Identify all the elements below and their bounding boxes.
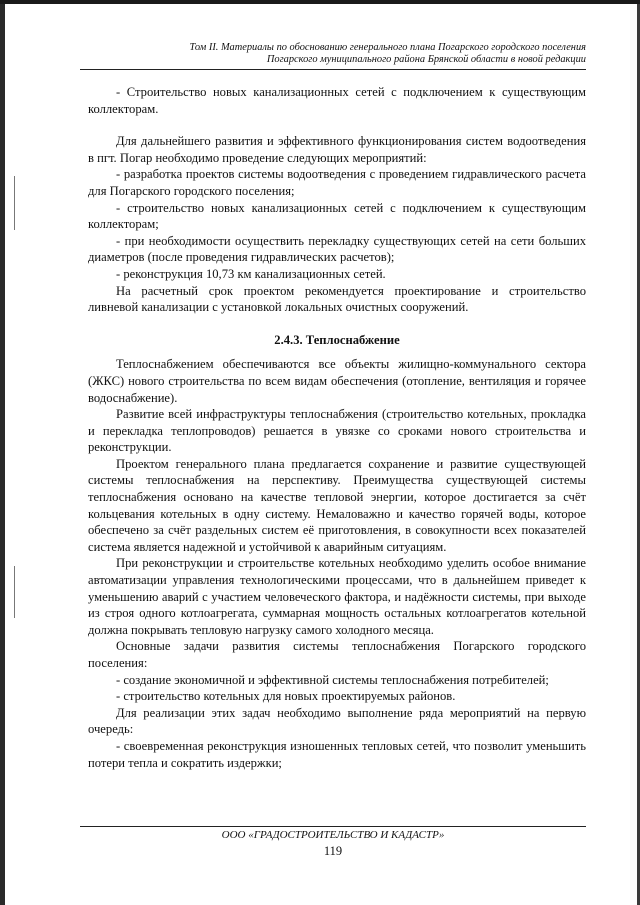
binding-mark (14, 566, 15, 618)
body-text (88, 84, 586, 771)
list-item: - строительство новых канализационных сетей с подключением к существующим коллекторам; (88, 200, 586, 232)
footer-company: ООО «ГРАДОСТРОИТЕЛЬСТВО И КАДАСТР» (221, 829, 445, 841)
paragraph: Теплоснабжением обеспечиваются все объекты жилищно-коммунального сектора (ЖКС) нового строительства по всем видам обеспечения (отопление, вентиляция и горячее водоснабжение). (88, 357, 586, 405)
paragraph: Развитие всей инфраструктуры теплоснабжения (строительство котельных, прокладка и перекладка теплопроводов) решается в увязке со сроками нового строительства и реконструкции. (88, 407, 586, 455)
scan-edge-left (0, 4, 5, 905)
paragraph: При реконструкции и строительстве котельных необходимо уделить особое внимание автоматизации управления технологическими процессами, что в дальнейшем приведет к уменьшению аварий с участием человеческого фактора, и надёжности системы, при выходе из строя одного котлоагрегата, суммарная мощность остальных котлоагрегатов котельной должна покрывать тепловую нагрузку самого холодного месяца. (88, 556, 586, 637)
header-line-2: Погарского муниципального района Брянской области в новой редакции (266, 54, 586, 65)
list-item: - строительство котельных для новых проектируемых районов. (116, 689, 456, 704)
section-heading: 2.4.3. Теплоснабжение (274, 332, 400, 347)
paragraph: На расчетный срок проектом рекомендуется проектирование и строительство ливневой канализации с установкой локальных очистных сооружений. (88, 283, 586, 315)
list-item: - разработка проектов системы водоотведения с проведением гидравлического расчета для Погарского городского поселения; (88, 167, 586, 198)
list-item: - реконструкция 10,73 км канализационных сетей. (116, 266, 386, 281)
binding-mark (14, 176, 15, 230)
scan-edge-top (0, 0, 640, 4)
page-number: 119 (323, 844, 343, 858)
header-line-1: Том II. Материалы по обоснованию генерального плана Погарского городского поселения (189, 42, 586, 53)
header-rule (80, 69, 586, 70)
list-item: - своевременная реконструкция изношенных тепловых сетей, что позволит уменьшить потери тепла и сократить издержки; (88, 738, 586, 770)
running-header (80, 42, 586, 66)
list-item: - создание экономичной и эффективной системы теплоснабжения потребителей; (116, 672, 549, 687)
paragraph: - Строительство новых канализационных сетей с подключением к существующим коллекторам. (88, 85, 586, 116)
paragraph: Для дальнейшего развития и эффективного функционирования систем водоотведения в пгт. Погар необходимо проведение следующих мероприятий: (88, 134, 586, 165)
paragraph: Основные задачи развития системы теплоснабжения Погарского городского поселения: (88, 639, 586, 670)
list-item: - при необходимости осуществить перекладку существующих сетей на сети больших диаметров (после проведения гидравлических расчетов); (88, 233, 586, 265)
paragraph: Проектом генерального плана предлагается сохранение и развитие существующей системы теплоснабжения на перспективу. Преимущества существующей системы теплоснабжения основано на качестве тепловой энергии, которое достигается за счёт кольцевания котельных в одну систему. Немаловажно и качество горячей воды, которое обеспечено за счёт раздельных систем её приготовления, в совокупности всех показателей система является надежной и устойчивой к аварийным ситуациям. (88, 456, 586, 554)
footer-rule (80, 826, 586, 827)
paragraph: Для реализации этих задач необходимо выполнение ряда мероприятий на первую очередь: (88, 705, 586, 737)
